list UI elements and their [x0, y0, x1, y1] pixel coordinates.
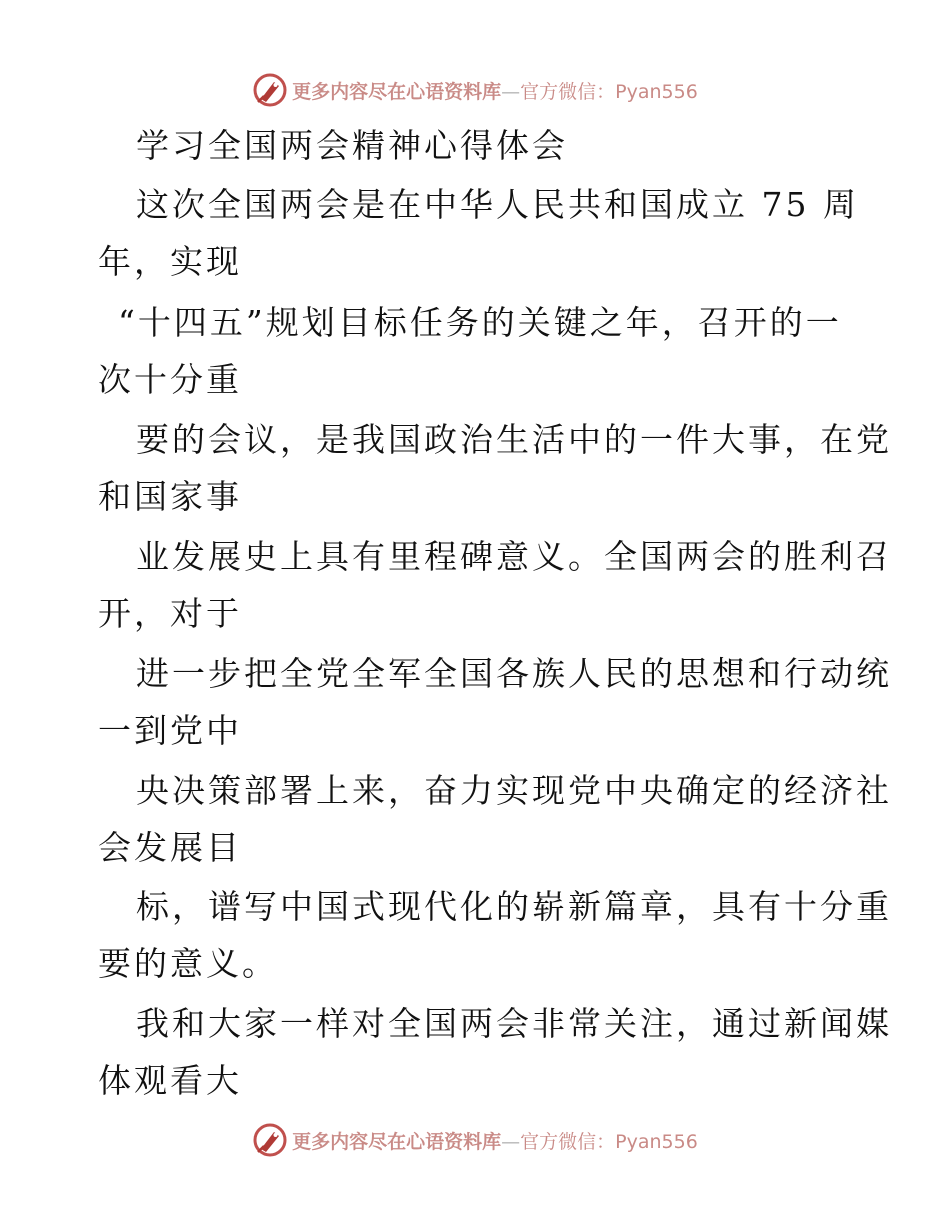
banner-wechat-text: 官方微信：Pyan556 — [520, 1130, 698, 1153]
banner-text — [292, 77, 698, 104]
paragraph-line: 要的会议，是我国政治生活中的一件大事，在党 — [136, 420, 892, 459]
banner-wechat-text: 官方微信：Pyan556 — [520, 80, 698, 103]
banner-main-text: 更多内容尽在心语资料库 — [292, 1130, 502, 1153]
paragraph-line: 和国家事 — [98, 477, 242, 516]
footer-watermark-banner — [0, 1120, 950, 1160]
paragraph-line: 进一步把全党全军全国各族人民的思想和行动统 — [136, 654, 892, 693]
banner-text — [292, 1127, 698, 1154]
header-watermark-banner — [0, 70, 950, 110]
document-title: 学习全国两会精神心得体会 — [136, 126, 568, 165]
pen-nib-logo-icon — [252, 1122, 288, 1158]
banner-separator: — — [501, 1130, 521, 1153]
paragraph-line: 我和大家一样对全国两会非常关注，通过新闻媒 — [136, 1004, 892, 1043]
paragraph-line: 这次全国两会是在中华人民共和国成立 75 周 — [136, 185, 859, 224]
paragraph-line: 会发展目 — [98, 828, 242, 867]
paragraph-line: 业发展史上具有里程碑意义。全国两会的胜利召 — [136, 537, 892, 576]
paragraph-line: 开，对于 — [98, 594, 242, 633]
paragraph-line: 一到党中 — [98, 711, 242, 750]
paragraph-line: 体观看大 — [98, 1061, 242, 1100]
banner-main-text: 更多内容尽在心语资料库 — [292, 80, 502, 103]
banner-separator: — — [501, 80, 521, 103]
paragraph-line: 要的意义。 — [98, 944, 278, 983]
paragraph-line: “十四五”规划目标任务的关键之年，召开的一 — [118, 303, 842, 342]
paragraph-line: 标，谱写中国式现代化的崭新篇章，具有十分重 — [136, 887, 892, 926]
paragraph-line: 央决策部署上来，奋力实现党中央确定的经济社 — [136, 771, 892, 810]
paragraph-line: 年，实现 — [98, 242, 242, 281]
paragraph-line: 次十分重 — [98, 360, 242, 399]
pen-nib-logo-icon — [252, 72, 288, 108]
